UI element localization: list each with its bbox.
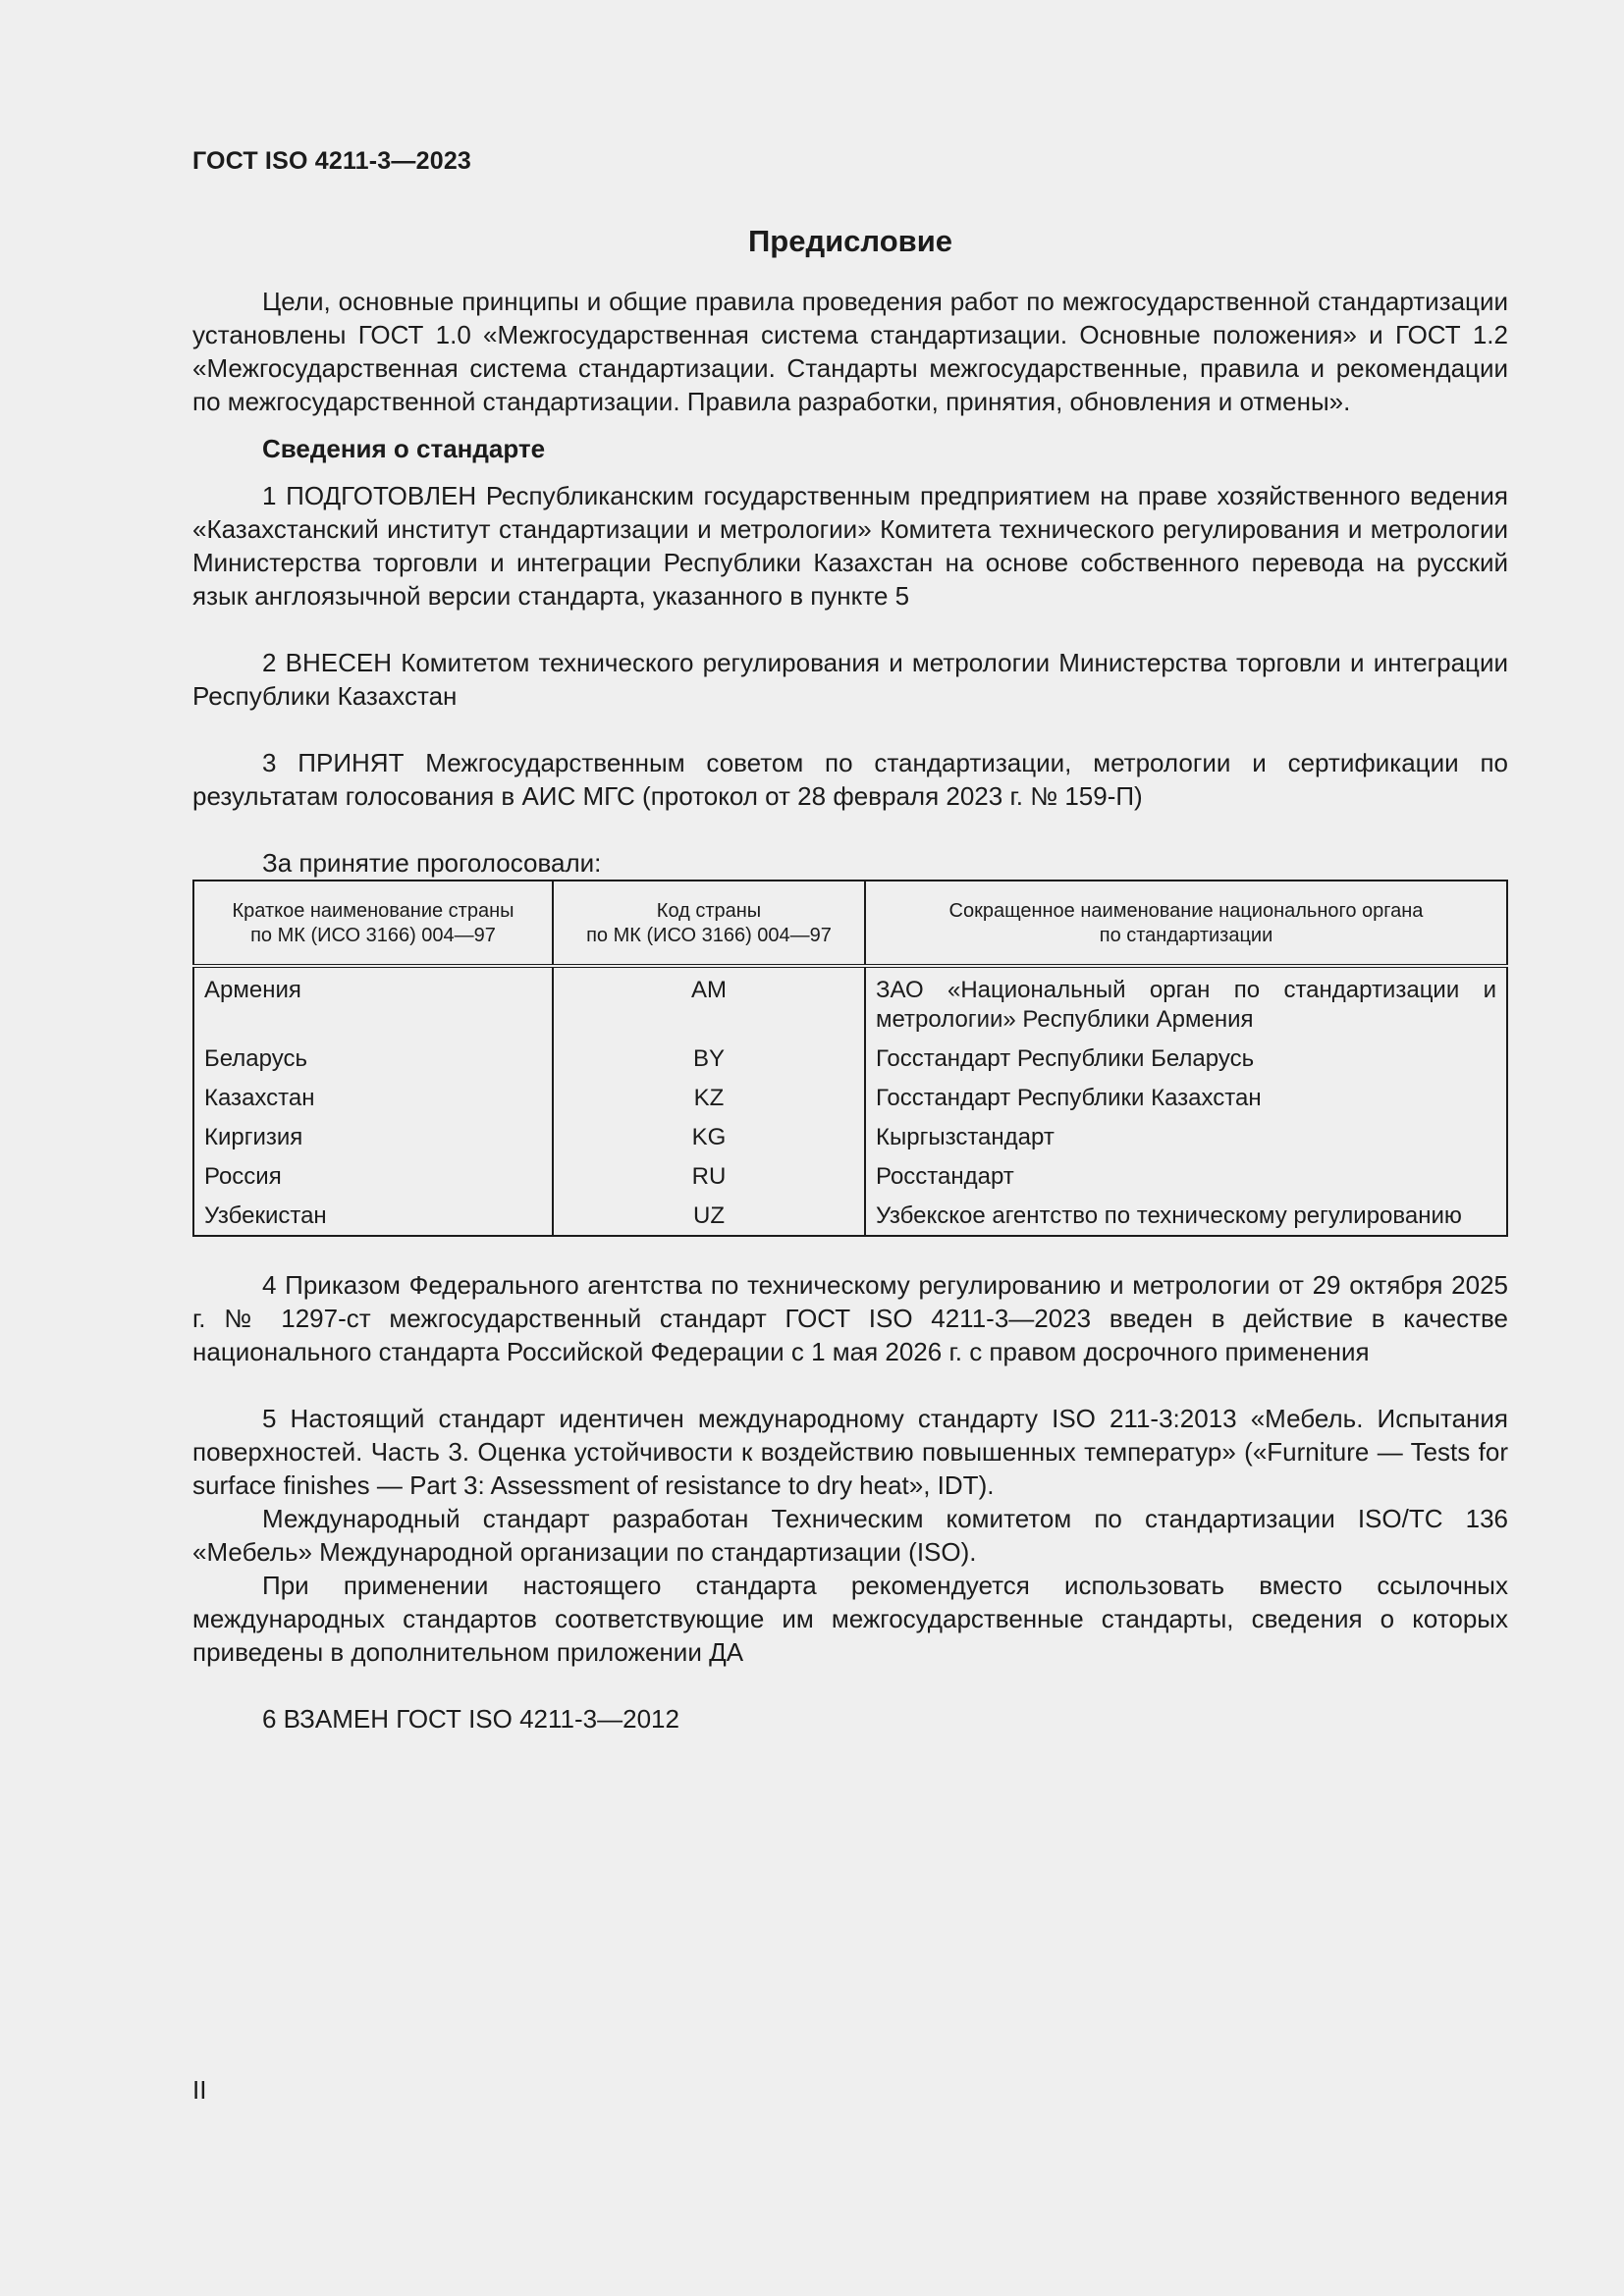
item-4-order: 4 Приказом Федерального агентства по техническому регулированию и метрологии от 29 октября 2025 г. № 1297-ст межгосударственный стандарт ГОСТ ISO 4211-3—2023 введен в действие в качестве национального стандарта Российской Федерации с 1 мая 2026 г. с правом досрочного применения [192,1270,1508,1366]
table-row [193,1120,1507,1159]
org-cell: Кыргызстандарт [865,1120,1507,1159]
country-cell: Казахстан [193,1081,553,1120]
header-country: Краткое наименование страны по МК (ИСО 3166) 004—97 [193,881,553,966]
item-1-prepared: 1 ПОДГОТОВЛЕН Республиканским государственным предприятием на праве хозяйственного ведения «Казахстанский институт стандартизации и метрологии» Комитета технического регулирования и метрологии Министерства торговли и интеграции Республики Казахстан на основе собственного перевода на русский язык англоязычной версии стандарта, указанного в пункте 5 [192,481,1508,611]
code-cell: AM [553,966,865,1041]
table-row [193,1199,1507,1236]
country-cell: Армения [193,966,553,1041]
votes-intro: За принятие проголосовали: [262,848,602,878]
org-cell: Госстандарт Республики Казахстан [865,1081,1507,1120]
body-content [192,285,1508,1735]
header-org: Сокращенное наименование национального органа по стандартизации [865,881,1507,966]
item-5-application: При применении настоящего стандарта рекомендуется использовать вместо ссылочных международных стандартов соответствующие им межгосударственные стандарты, сведения о которых приведены в дополнительном приложении ДА [192,1571,1508,1667]
org-cell: Госстандарт Республики Беларусь [865,1041,1507,1081]
table-row [193,1041,1507,1081]
voting-table [192,880,1508,1237]
org-cell: Росстандарт [865,1159,1507,1199]
table-row [193,966,1507,1041]
header-code: Код страны по МК (ИСО 3166) 004—97 [553,881,865,966]
org-cell: Узбекское агентство по техническому регулированию [865,1199,1507,1236]
code-cell: UZ [553,1199,865,1236]
code-cell: RU [553,1159,865,1199]
table-header-row [193,881,1507,966]
code-cell: KZ [553,1081,865,1120]
code-cell: KG [553,1120,865,1159]
page-number: II [192,2075,207,2105]
document-code: ГОСТ ISO 4211-3—2023 [192,147,472,175]
code-cell: BY [553,1041,865,1081]
country-cell: Киргизия [193,1120,553,1159]
item-5-identical: 5 Настоящий стандарт идентичен международному стандарту ISO 211-3:2013 «Мебель. Испытания поверхностей. Часть 3. Оценка устойчивости к воздействию повышенных температур» («Furniture — Tests for surface finishes — Part 3: Assessment of resistance to dry heat», IDT). [192,1404,1508,1500]
country-cell: Беларусь [193,1041,553,1081]
org-cell: ЗАО «Национальный орган по стандартизации и метрологии» Республики Армения [865,966,1507,1041]
item-5-committee: Международный стандарт разработан Техническим комитетом по стандартизации ISO/TC 136 «Мебель» Международной организации по стандартизации (ISO). [192,1504,1508,1567]
country-cell: Узбекистан [193,1199,553,1236]
item-6-replaces: 6 ВЗАМЕН ГОСТ ISO 4211-3—2012 [262,1704,679,1734]
table-row [193,1081,1507,1120]
info-heading: Сведения о стандарте [262,434,546,463]
table-row [193,1159,1507,1199]
item-3-adopted: 3 ПРИНЯТ Межгосударственным советом по стандартизации, метрологии и сертификации по результатам голосования в АИС МГС (протокол от 28 февраля 2023 г. № 159-П) [192,748,1508,811]
country-cell: Россия [193,1159,553,1199]
page-title: Предисловие [747,224,952,258]
intro-paragraph: Цели, основные принципы и общие правила проведения работ по межгосударственной стандартизации установлены ГОСТ 1.0 «Межгосударственная система стандартизации. Основные положения» и ГОСТ 1.2 «Межгосударственная система стандартизации. Стандарты межгосударственные, правила и рекомендации по межгосударственной стандартизации. Правила разработки, принятия, обновления и отмены». [192,287,1508,416]
item-2-submitted: 2 ВНЕСЕН Комитетом технического регулирования и метрологии Министерства торговли и интеграции Республики Казахстан [192,648,1508,711]
